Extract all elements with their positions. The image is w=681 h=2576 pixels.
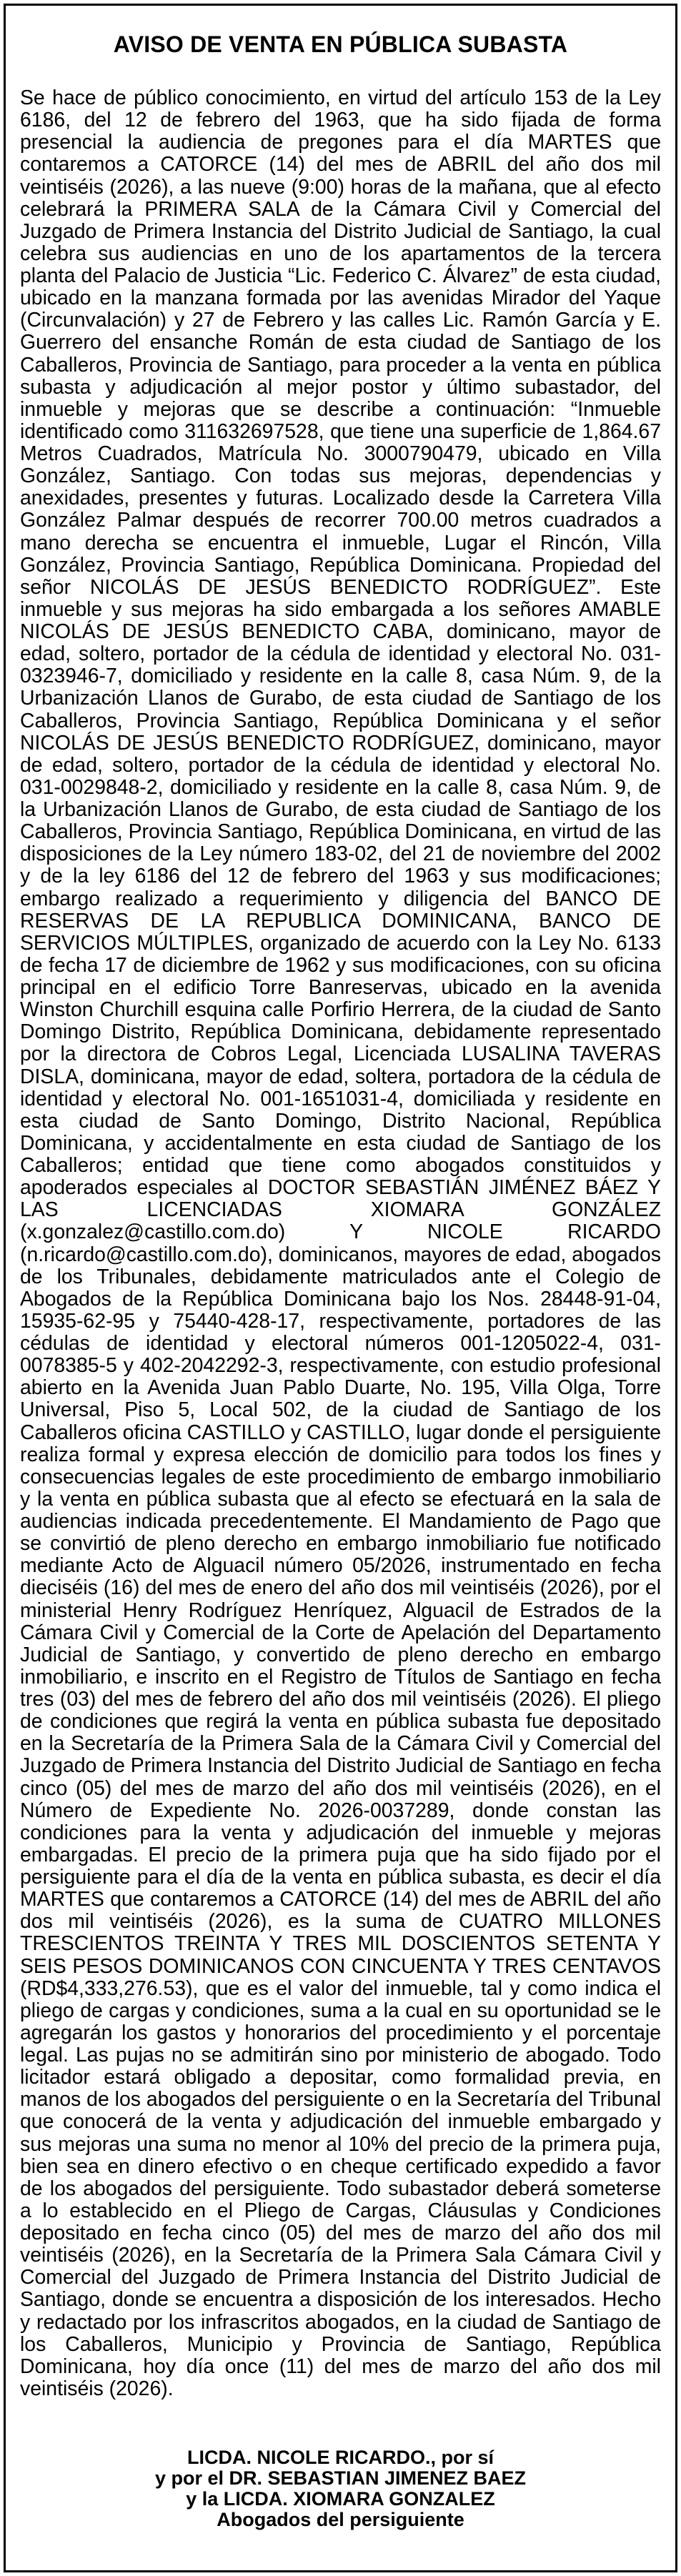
notice-title: AVISO DE VENTA EN PÚBLICA SUBASTA	[113, 31, 568, 57]
notice-body: Se hace de público conocimiento, en virtud del artículo 153 de la Ley 6186, del 12 de febrero del 1963, que ha sido fijada de forma presencial la audiencia de pregones para el día MARTES que contaremos a CATORCE (14) del mes de ABRIL del año dos mil veintiséis (2026), a las nueve (9:00) horas de la mañana, que al efecto celebrará la PRIMERA SALA de la Cámara Civil y Comercial del Juzgado de Primera Instancia del Distrito Judicial de Santiago, la cual celebra sus audiencias en uno de los apartamentos de la tercera planta del Palacio de Justicia “Lic. Federico C. Álvarez” de esta ciudad, ubicado en la manzana formada por las avenidas Mirador del Yaque (Circunvalación) y 27 de Febrero y las calles Lic. Ramón García y E. Guerrero del ensanche Román de esta ciudad de Santiago de los Caballeros, Provincia de Santiago, para proceder a la venta en pública subasta y adjudicación al mejor postor y último subastador, del inmueble y mejoras que se describe a continuación: “Inmueble identificado como 311632697528, que tiene una superficie de 1,864.67 Metros Cuadrados, Matrícula No. 3000790479, ubicado en Villa González, Santiago. Con todas sus mejoras, dependencias y anexidades, presentes y futuras. Localizado desde la Carretera Villa González Palmar después de recorrer 700.00 metros cuadrados a mano derecha se encuentra el inmueble, Lugar el Rincón, Villa González, Provincia Santiago, República Dominicana. Propiedad del señor NICOLÁS DE JESÚS BENEDICTO RODRÍGUEZ”. Este inmueble y sus mejoras ha sido embargada a los señores AMABLE NICOLÁS DE JESÚS BENEDICTO CABA, dominicano, mayor de edad, soltero, portador de la cédula de identidad y electoral No. 031-0323946-7, domiciliado y residente en la calle 8, casa Núm. 9, de la Urbanización Llanos de Gurabo, de esta ciudad de Santiago de los Caballeros, Provincia Santiago, República Dominicana y el señor NICOLÁS DE JESÚS BENEDICTO RODRÍGUEZ, dominicano, mayor de edad, soltero, portador de la cédula de identidad y electoral No. 031-0029848-2, domiciliado y residente en la calle 8, casa Núm. 9, de la Urbanización Llanos de Gurabo, de esta ciudad de Santiago de los Caballeros, Provincia Santiago, República Dominicana, en virtud de las disposiciones de la Ley número 183-02, del 21 de noviembre del 2002 y de la ley 6186 del 12 de febrero del 1963 y sus modificaciones; embargo realizado a requerimiento y diligencia del BANCO DE RESERVAS DE LA REPUBLICA DOMINICANA, BANCO DE SERVICIOS MÚLTIPLES, organizado de acuerdo con la Ley No. 6133 de fecha 17 de diciembre de 1962 y sus modificaciones, con su oficina principal en el edificio Torre Banreservas, ubicado en la avenida Winston Churchill esquina calle Porfirio Herrera, de la ciudad de Santo Domingo Distrito, República Dominicana, debidamente representado por la directora de Cobros Legal, Licenciada LUSALINA TAVERAS DISLA, dominicana, mayor de edad, soltera, portadora de la cédula de identidad y electoral No. 001-1651031-4, domiciliada y residente en esta ciudad de Santo Domingo, Distrito Nacional, República Dominicana, y accidentalmente en esta ciudad de Santiago de los Caballeros; entidad que tiene como abogados constituidos y apoderados especiales al DOCTOR SEBASTIÁN JIMÉNEZ BÁEZ Y LAS LICENCIADAS XIOMARA GONZÁLEZ (x.gonzalez@castillo.com.do) Y NICOLE RICARDO (n.ricardo@castillo.com.do), dominicanos, mayores de edad, abogados de los Tribunales, debidamente matriculados ante el Colegio de Abogados de la República Dominicana bajo los Nos. 28448-91-04, 15935-62-95 y 75440-428-17, respectivamente, portadores de las cédulas de identidad y electoral números 001-1205022-4, 031-0078385-5 y 402-2042292-3, respectivamente, con estudio profesional abierto en la Avenida Juan Pablo Duarte, No. 195, Villa Olga, Torre Universal, Piso 5, Local 502, de la ciudad de Santiago de los Caballeros oficina CASTILLO y CASTILLO, lugar donde el persiguiente realiza formal y expresa elección de domicilio para todos los fines y consecuencias legales de este procedimiento de embargo inmobiliario y la venta en pública subasta que al efecto se efectuará en la sala de audiencias indicada precedentemente. El Mandamiento de Pago que se convirtió de pleno derecho en embargo inmobiliario fue notificado mediante Acto de Alguacil número 05/2026, instrumentado en fecha dieciséis (16) del mes de enero del año dos mil veintiséis (2026), por el ministerial Henry Rodríguez Henríquez, Alguacil de Estrados de la Cámara Civil y Comercial de la Corte de Apelación del Departamento Judicial de Santiago, y convertido de pleno derecho en embargo inmobiliario, e inscrito en el Registro de Títulos de Santiago en fecha tres (03) del mes de febrero del año dos mil veintiséis (2026). El pliego de condiciones que regirá la venta en pública subasta fue depositado en la Secretaría de la Primera Sala de la Cámara Civil y Comercial del Juzgado de Primera Instancia del Distrito Judicial de Santiago en fecha cinco (05) del mes de marzo del año dos mil veintiséis (2026), en el Número de Expediente No. 2026-0037289, donde constan las condiciones para la venta y adjudicación del inmueble y mejoras embargadas. El precio de la primera puja que ha sido fijado por el persiguiente para el día de la venta en pública subasta, es decir el día MARTES que contaremos a CATORCE (14) del mes de ABRIL del año dos mil veintiséis (2026), es la suma de CUATRO MILLONES TRESCIENTOS TREINTA Y TRES MIL DOSCIENTOS SETENTA Y SEIS PESOS DOMINICANOS CON CINCUENTA Y TRES CENTAVOS (RD$4,333,276.53), que es el valor del inmueble, tal y como indica el pliego de cargas y condiciones, suma a la cual en su oportunidad se le agregarán los gastos y honorarios del procedimiento y el porcentaje legal. Las pujas no se admitirán sino por ministerio de abogado. Todo licitador estará obligado a depositar, como formalidad previa, en manos de los abogados del persiguiente o en la Secretaría del Tribunal que conocerá de la venta y adjudicación del inmueble embargado y sus mejoras una suma no menor al 10% del precio de la primera puja, bien sea en dinero efectivo o en cheque certificado expedido a favor de los abogados del persiguiente. Todo subastador deberá someterse a lo establecido en el Pliego de Cargas, Cláusulas y Condiciones depositado en fecha cinco (05) del mes de marzo del año dos mil veintiséis (2026), en la Secretaría de la Primera Sala Cámara Civil y Comercial del Juzgado de Primera Instancia del Distrito Judicial de Santiago, donde se encuentra a disposición de los interesados. Hecho y redactado por los infrascritos abogados, en la ciudad de Santiago de los Caballeros, Municipio y Provincia de Santiago, República Dominicana, hoy día once (11) del mes de marzo del año dos mil veintiséis (2026).	[20, 86, 661, 2400]
signature-line-2: y por el DR. SEBASTIAN JIMENEZ BAEZ	[154, 2467, 527, 2489]
signature-line-1: LICDA. NICOLE RICARDO., por sí	[187, 2447, 494, 2468]
signature-line-4: Abogados del persiguiente	[217, 2509, 464, 2530]
signature-line-3: y la LICDA. XIOMARA GONZALEZ	[186, 2488, 495, 2510]
signature-block	[0, 2447, 681, 2530]
